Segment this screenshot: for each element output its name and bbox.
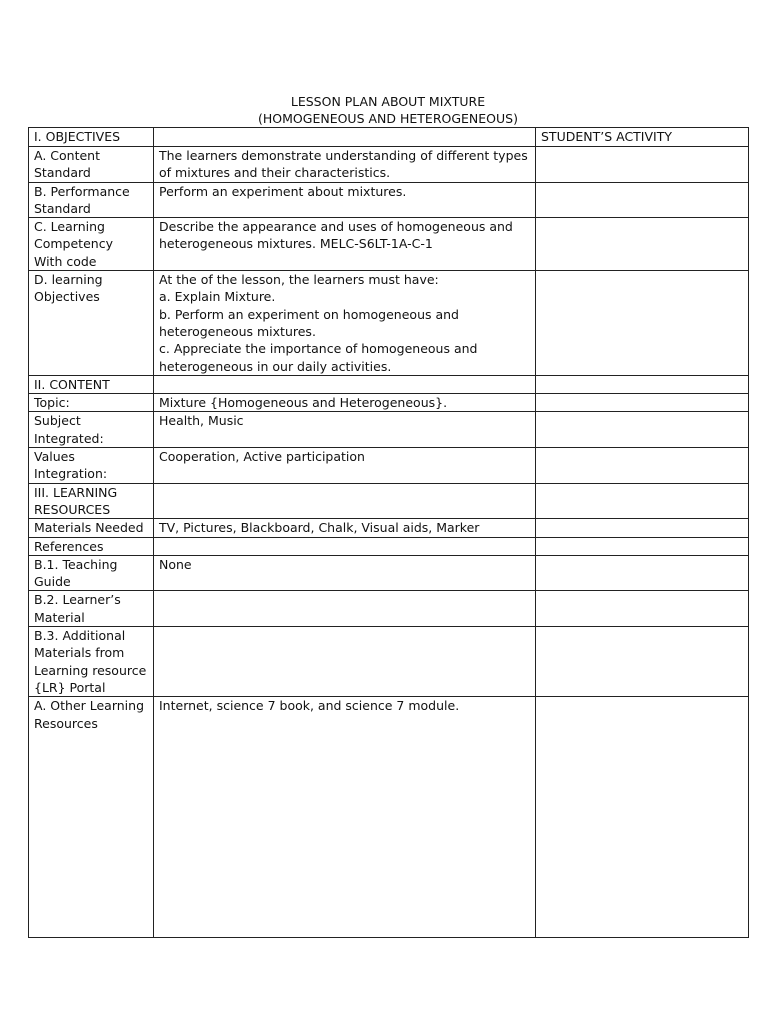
row-label-cell [29,555,154,591]
row-content-cell [154,394,536,412]
row-label-line: Standard [34,200,91,216]
row-content-line: Health, Music [159,413,244,429]
row-label-cell [29,697,154,938]
row-content-cell [154,448,536,484]
table-row [29,555,749,591]
row-content-line: of mixtures and their characteristics. [159,165,391,181]
row-label-cell [29,147,154,183]
table-row [29,519,749,537]
row-content-cell [154,182,536,218]
row-label-line: Materials from [34,645,125,661]
row-label-cell [29,519,154,537]
table-row [29,394,749,412]
row-label-line: Integration: [34,466,108,482]
row-label-line: Material [34,609,85,625]
row-label-line: Guide [34,574,71,590]
student-activity-cell [536,697,749,938]
table-row [29,218,749,271]
table-row [29,182,749,218]
student-activity-cell [536,271,749,376]
row-content-cell [154,537,536,555]
row-label-line: With code [34,253,97,269]
row-label-cell [29,182,154,218]
row-content-cell [154,697,536,938]
row-label-cell [29,591,154,627]
student-activity-cell [536,218,749,271]
row-label-line: Learning resource [34,662,147,678]
row-content-line: Mixture {Homogeneous and Heterogeneous}. [159,395,448,411]
student-activity-cell [536,519,749,537]
row-label-line: B.2. Learner’s [34,592,121,608]
row-label-line: B. Performance [34,183,130,199]
row-label-line: A. Other Learning [34,698,145,714]
row-label-cell [29,375,154,393]
student-activity-header-cell: STUDENT’S ACTIVITY [536,128,749,147]
student-activity-cell [536,182,749,218]
row-label-line: B.3. Additional [34,628,126,644]
row-content-cell [154,375,536,393]
table-row [29,697,749,938]
row-label-line: B.1. Teaching [34,556,118,572]
row-label-line: {LR} Portal [34,679,106,695]
lesson-plan-table [28,127,749,938]
row-label-line: Resources [34,715,98,731]
row-label-cell [29,448,154,484]
row-content-line: Perform an experiment about mixtures. [159,183,407,199]
row-label-line: References [34,538,104,554]
row-label-line: Objectives [34,289,100,305]
row-content-line: c. Appreciate the importance of homogeneous and [159,341,478,357]
row-content-line: b. Perform an experiment on homogeneous and [159,306,459,322]
table-row [29,412,749,448]
student-activity-cell [536,483,749,519]
table-row [29,271,749,376]
table-row [29,627,749,697]
row-label-line: Materials Needed [34,520,144,536]
header-middle-cell [154,128,536,147]
student-activity-cell [536,627,749,697]
row-content-line: The learners demonstrate understanding of different types [159,148,528,163]
student-activity-cell [536,412,749,448]
table-row [29,483,749,519]
row-label-line: C. Learning [34,219,105,235]
row-label-line: Competency [34,236,113,252]
table-row [29,448,749,484]
row-content-line: Cooperation, Active participation [159,449,365,465]
row-content-cell [154,218,536,271]
student-activity-cell [536,394,749,412]
row-content-line: At the of the lesson, the learners must have: [159,272,439,288]
row-content-cell [154,519,536,537]
row-content-line: Describe the appearance and uses of homogeneous and [159,219,513,235]
title-line-1: LESSON PLAN ABOUT MIXTURE [290,94,486,109]
row-content-line: a. Explain Mixture. [159,289,276,305]
student-activity-cell [536,537,749,555]
student-activity-cell [536,591,749,627]
table-row [29,537,749,555]
row-label-cell [29,394,154,412]
row-label-line: A. Content [34,148,100,163]
document-title [28,93,748,127]
row-content-cell [154,627,536,697]
row-content-cell [154,412,536,448]
row-label-cell [29,412,154,448]
table-row [29,375,749,393]
row-content-cell [154,271,536,376]
row-content-line: heterogeneous mixtures. MELC-S6LT-1A-C-1 [159,236,433,252]
objectives-header-cell: I. OBJECTIVES [29,128,154,147]
row-label-line: III. LEARNING [34,484,118,500]
row-label-line: RESOURCES [34,501,111,517]
row-label-cell [29,627,154,697]
row-content-line: None [159,556,192,572]
row-label-cell [29,271,154,376]
table-row [29,147,749,183]
row-content-cell [154,555,536,591]
row-label-line: D. learning [34,272,103,288]
header-row [29,128,749,147]
row-label-line: Values [34,449,75,465]
row-label-cell [29,218,154,271]
row-label-cell [29,483,154,519]
row-label-line: II. CONTENT [34,376,110,392]
row-content-cell [154,147,536,183]
row-content-line: TV, Pictures, Blackboard, Chalk, Visual aids, Marker [159,520,480,536]
row-content-line: heterogeneous in our daily activities. [159,358,392,374]
student-activity-cell [536,375,749,393]
student-activity-cell [536,448,749,484]
row-content-line: Internet, science 7 book, and science 7 module. [159,698,460,714]
row-label-line: Subject [34,413,81,429]
table-row [29,591,749,627]
row-content-cell [154,591,536,627]
row-content-cell [154,483,536,519]
row-content-line: heterogeneous mixtures. [159,323,316,339]
student-activity-cell [536,147,749,183]
row-label-line: Standard [34,165,91,181]
row-label-cell [29,537,154,555]
row-label-line: Topic: [34,395,70,411]
title-line-2: (HOMOGENEOUS AND HETEROGENEOUS) [258,111,518,126]
student-activity-cell [536,555,749,591]
row-label-line: Integrated: [34,430,104,446]
